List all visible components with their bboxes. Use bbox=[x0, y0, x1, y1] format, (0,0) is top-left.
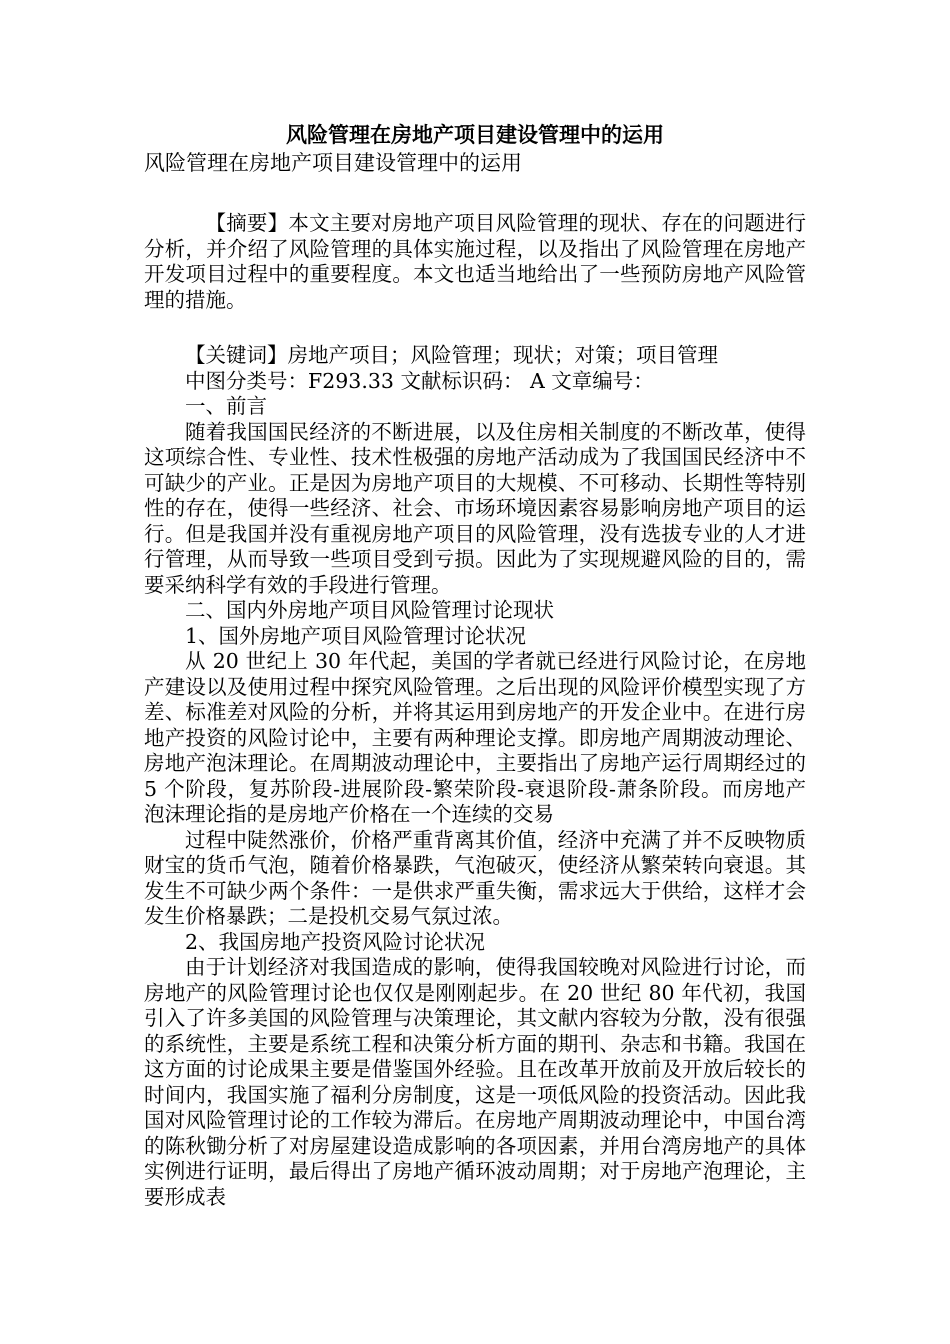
classification-line: 中图分类号：F293.33 文献标识码： A 文章编号： bbox=[185, 368, 654, 393]
subsection-heading-domestic: 2、我国房地产投资风险讨论状况 bbox=[185, 929, 486, 954]
introduction-paragraph: 随着我国国民经济的不断进展，以及住房相关制度的不断改革，使得这项综合性、专业性、技术性极强的房地产活动成为了我国国民经济中不可缺少的产业。正是因为房地产项目的大规模、不可移动、长期性等特别性的存在，使得一些经济、社会、市场环境因素容易影响房地产项目的运行。但是我国并没有重视房地产项目的风险管理，没有选拔专业的人才进行管理，从而导致一些项目受到亏损。因此为了实现规避风险的目的，需要采纳科学有效的手段进行管理。 bbox=[144, 419, 806, 597]
document-title: 风险管理在房地产项目建设管理中的运用 bbox=[286, 123, 664, 147]
foreign-research-paragraph-2: 过程中陡然涨价，价格严重背离其价值，经济中充满了并不反映物质财宝的货币气泡，随着价格暴跌，气泡破灭，使经济从繁荣转向衰退。其发生不可缺少两个条件：一是供求严重失衡，需求远大于供给，这样才会发生价格暴跌；二是投机交易气氛过浓。 bbox=[144, 827, 806, 928]
subsection-heading-foreign: 1、国外房地产项目风险管理讨论状况 bbox=[185, 623, 527, 648]
foreign-research-paragraph-1: 从 20 世纪上 30 年代起，美国的学者就已经进行风险讨论，在房地产建设以及使用过程中探究风险管理。之后出现的风险评价模型实现了方差、标准差对风险的分析，并将其运用到房地产的开发企业中。在进行房地产投资的风险讨论中，主要有两种理论支撑。即房地产周期波动理论、房地产泡沫理论。在周期波动理论中，主要指出了房地产运行周期经过的 5 个阶段，复苏阶段-进展阶段-繁荣阶段-衰退阶段-萧条阶段。而房地产泡沫理论指的是房地产价格在一个连续的交易 bbox=[144, 649, 806, 826]
domestic-research-paragraph: 由于计划经济对我国造成的影响，使得我国较晚对风险进行讨论，而房地产的风险管理讨论也仅仅是刚刚起步。在 20 世纪 80 年代初，我国引入了许多美国的风险管理与决策理论，其文献内容较为分散，没有很强的系统性，主要是系统工程和决策分析方面的期刊、杂志和书籍。我国在这方面的讨论成果主要是借鉴国外经验。且在改革开放前及开放后较长的时间内，我国实施了福利分房制度，这是一项低风险的投资活动。因此我国对风险管理讨论的工作较为滞后。在房地产周期波动理论中，中国台湾的陈秋锄分析了对房屋建设造成影响的各项因素，并用台湾房地产的具体实例进行证明，最后得出了房地产循环波动周期；对于房地产泡理论，主要形成表 bbox=[144, 955, 806, 1209]
abstract-paragraph: 【摘要】本文主要对房地产项目风险管理的现状、存在的问题进行分析，并介绍了风险管理的具体实施过程，以及指出了风险管理在房地产开发项目过程中的重要程度。本文也适当地给出了一些预防房地产风险管理的措施。 bbox=[144, 211, 806, 312]
document-page bbox=[144, 121, 806, 1210]
document-subtitle: 风险管理在房地产项目建设管理中的运用 bbox=[144, 151, 522, 175]
section-heading-introduction: 一、前言 bbox=[185, 394, 267, 418]
section-heading-research-status: 二、国内外房地产项目风险管理讨论现状 bbox=[185, 598, 554, 622]
keywords-line: 【关键词】房地产项目；风险管理；现状；对策；项目管理 bbox=[185, 343, 718, 367]
